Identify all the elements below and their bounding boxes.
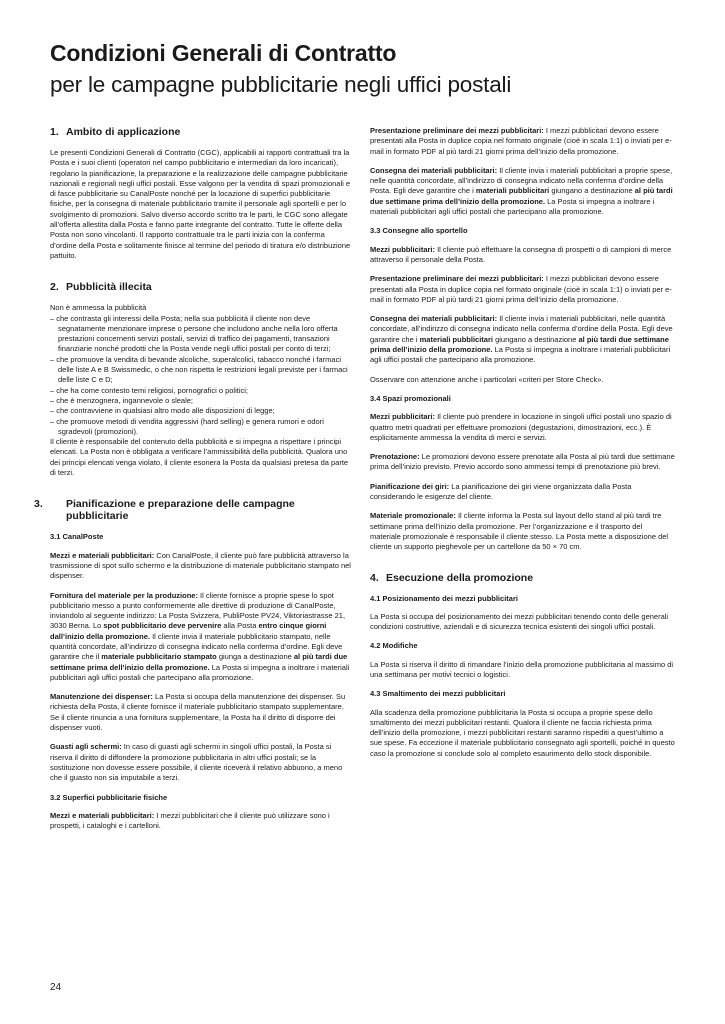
- paragraph-lead: Guasti agli schermi:: [50, 742, 122, 752]
- list-item: – che ha come contesto temi religiosi, pornografici o politici;: [50, 385, 249, 395]
- paragraph: [50, 742, 352, 783]
- page-number: 24: [50, 982, 62, 993]
- paragraph: [370, 166, 675, 217]
- paragraph-text: I mezzi pubblicitari devono essere presentati alla Posta in duplice copia nel formato originale (cioè in scala 1:1) o inviati per e-mail in formato PDF al più tardi 21 giorni prima dell’inizio della promozione.: [370, 126, 672, 156]
- paragraph-lead: Consegna dei materiali pubblicitari:: [370, 165, 498, 175]
- paragraph: Non è ammessa la pubblicità: [50, 303, 147, 313]
- paragraph: Alla scadenza della promozione pubblicitaria la Posta si occupa a proprie spese dello smaltimento dei mezzi pubblicitari restanti. Qualora il cliente ne faccia richiesta prima dell’inizio della promozione, i mezzi pubblicitari restanti saranno rispediti a quest’ultimo a sue spese. Fa eccezione il materiale pubblicitario consegnato agli sportelli, poiché in questo caso la promozione si conclude solo al completo esaurimento dello stock disponibile.: [370, 707, 675, 758]
- paragraph-lead: Mezzi e materiali pubblicitari:: [50, 810, 155, 820]
- paragraph: [50, 811, 352, 832]
- subsection-heading: 4.1 Posizionamento dei mezzi pubblicitari: [370, 593, 518, 603]
- paragraph-lead: Mezzi pubblicitari:: [370, 244, 436, 254]
- paragraph: [370, 314, 675, 365]
- paragraph-lead: Consegna dei materiali pubblicitari:: [370, 314, 498, 324]
- subsection-heading: 4.3 Smaltimento dei mezzi pubblicitari: [370, 689, 506, 699]
- prohibited-list: [50, 314, 352, 438]
- paragraph-text: Con CanalPoste, il cliente può fare pubblicità attraverso la trasmissione di spot sullo schermo e la distribuzione di materiale pubblicitario stampato nel dispenser.: [50, 550, 351, 581]
- paragraph-text: Il cliente può effettuare la consegna di prospetti o di campioni di merce attraverso il personale della Posta.: [370, 244, 672, 264]
- paragraph-text: La pianificazione dei giri viene organizzata dalla Posta considerando le esigenze del cliente.: [370, 481, 632, 502]
- paragraph: [370, 245, 675, 266]
- paragraph-text: La Posta si impegna a inoltrare i materiali pubblicitari agli uffici postali che partecipano alla promozione.: [50, 662, 350, 682]
- paragraph-text: Il cliente invia il materiale pubblicitario stampato, nelle quantità concordate, all’indirizzo di consegna indicato nella conferma d’ordine. Egli deve garantire che il: [50, 631, 343, 662]
- paragraph: [370, 126, 675, 157]
- section-heading-text: Pianificazione e preparazione delle campagne pubblicitarie: [66, 498, 295, 523]
- subsection-heading: 3.4 Spazi promozionali: [370, 393, 451, 403]
- paragraph: La Posta si riserva il diritto di rimandare l’inizio della promozione pubblicitaria al massimo di una settimana per motivi tecnici o logistici.: [370, 659, 674, 679]
- emphasis: spot pubblicitario deve pervenire: [103, 621, 222, 631]
- subsection-heading: 4.2 Modifiche: [370, 641, 418, 651]
- document-title: Condizioni Generali di Contratto: [50, 40, 397, 66]
- paragraph: [50, 551, 352, 582]
- section-1-heading: [50, 126, 352, 138]
- section-2: [50, 281, 352, 478]
- paragraph: Le presenti Condizioni Generali di Contratto (CGC), applicabili ai rapporti contrattuali tra la Posta e i suoi clienti (operatori nel campo pubblicitario e intermediari da loro incaricati), regolano la pianificazione, la preparazione e la realizzazione delle campagne pubblicitarie nazionali e regionali negli uffici postali. Esse valgono per la vendita di spazi promozionali e di fasce pubblicitarie su CanalPoste nonché per la locazione di superfici pubblicitarie fisiche, per la consegna di materiale pubblicitario tramite il personale agli sportelli e per lo svolgimento di promozioni. Salvo diverso accordo scritto tra le parti, le CGC sono allegate all’offerta allestita dalla Posta e fanno parte integrante del contratto. Tutte le offerte della Posta non sono vincolanti. Il rapporto contrattuale tra le parti inizia con la conferma d’ordine della Posta e solitamente finisce al termine del periodo di tiratura e/o distribuzione pattuito.: [50, 148, 351, 260]
- paragraph-text: Il cliente invia i materiali pubblicitari a proprie spese, nelle quantità concordate, all’indirizzo di consegna indicato nella conferma d’ordine della Posta. Egli deve garantire che i: [370, 165, 673, 196]
- paragraph-lead: Manutenzione dei dispenser:: [50, 692, 153, 702]
- emphasis: materiali pubblicitari: [475, 186, 550, 196]
- section-3: [34, 498, 352, 831]
- paragraph: [370, 482, 675, 503]
- document-subtitle: per le campagne pubblicitarie negli uffici postali: [50, 72, 512, 97]
- paragraph-lead: Mezzi pubblicitari:: [370, 412, 436, 422]
- right-column: [370, 126, 675, 779]
- paragraph-lead: Prenotazione:: [370, 452, 420, 462]
- section-heading-text: Pubblicità illecita: [66, 281, 152, 294]
- paragraph: Osservare con attenzione anche i particolari «criteri per Store Check».: [370, 374, 604, 384]
- paragraph: [50, 591, 352, 684]
- list-item: – che promuove metodi di vendita aggressivi (hard selling) e genera rumori e odori sgradevoli (promozioni).: [50, 416, 324, 436]
- paragraph: [370, 274, 675, 305]
- section-number: 3.: [34, 498, 43, 511]
- paragraph-text: giungano a destinazione: [549, 186, 635, 196]
- section-heading-text: Esecuzione della promozione: [386, 571, 534, 584]
- paragraph-lead: Presentazione preliminare dei mezzi pubblicitari:: [370, 126, 544, 135]
- paragraph-lead: Materiale promozionale:: [370, 511, 456, 521]
- paragraph-text: La Posta si impegna a inoltrare i materiali pubblicitari agli uffici postali che partecipano alla promozione.: [370, 345, 671, 365]
- paragraph: [370, 412, 675, 443]
- section-number: 2.: [50, 281, 59, 294]
- paragraph-text: I mezzi pubblicitari devono essere presentati alla Posta in duplice copia nel formato originale (cioè in scala 1:1) o inviati per e-mail in formato PDF al più tardi 21 giorni prima dell’inizio della promozione.: [370, 274, 672, 304]
- list-item: – che contrasta gli interessi della Posta; nella sua pubblicità il cliente non deve segnatamente menzionare imprese o persone che includono anche nella loro offerta prestazioni concernenti servizi postali, servizi di traffico dei pagamenti, transazioni finanziarie nonché prodotti che la Posta vende negli uffici postali per conto di terzi;: [50, 313, 338, 354]
- paragraph-text: Il cliente informa la Posta sul layout dello stand al più tardi tre settimane prima dell’inizio della promozione. Per l’organizzazione e il trasporto del materiale promozionale è responsabile il cliente stesso. La Posta mette a disposizione del cliente un supporto pieghevole per un cartellone da 50 × 70 cm.: [370, 511, 669, 552]
- emphasis: al più tardi due settimane prima dell’inizio della promozione.: [370, 334, 669, 355]
- paragraph-lead: Mezzi e materiali pubblicitari:: [50, 550, 155, 560]
- subsection-heading: 3.2 Superfici pubblicitarie fisiche: [50, 792, 168, 802]
- paragraph-text: giunga a destinazione: [216, 652, 294, 662]
- paragraph: [50, 692, 352, 733]
- paragraph: Il cliente è responsabile del contenuto della pubblicità e si impegna a rispettare i principi elencati. La Posta non è obbligata a verificare l’ammissibilità della pubblicità. Qualora uno dei principi elencati venga violato, il cliente esonera la Posta da qualsiasi pretesa da parte di terzi.: [50, 437, 349, 478]
- paragraph-lead: Presentazione preliminare dei mezzi pubblicitari:: [370, 274, 544, 284]
- section-number: 4.: [370, 571, 379, 584]
- paragraph-text: alla Posta: [221, 621, 259, 631]
- list-item: – che contravviene in qualsiasi altro modo alle disposizioni di legge;: [50, 406, 275, 416]
- paragraph: [370, 511, 675, 552]
- section-number: 1.: [50, 126, 59, 138]
- emphasis: materiali pubblicitari: [419, 334, 493, 344]
- section-3-heading: [34, 498, 352, 523]
- subsection-heading: 3.1 CanalPoste: [50, 532, 104, 542]
- section-4-heading: [370, 572, 675, 584]
- paragraph-text: La Posta si occupa della manutenzione dei dispenser. Su richiesta della Posta, il cliente fornisce il materiale pubblicitario stampato supplementare. Se il cliente rinuncia a una fornitura supplementare, la Posta ha il diritto di disporre dei dispenser vuoti.: [50, 692, 346, 733]
- emphasis: al più tardi due settimane prima dell’inizio della promozione.: [50, 652, 348, 672]
- paragraph-text: Le promozioni devono essere prenotate alla Posta al più tardi due settimane prima dell’inizio previsto. Previo accordo sono ammessi tempi di prenotazione più brevi.: [370, 452, 675, 472]
- paragraph: La Posta si occupa del posizionamento dei mezzi pubblicitari tenendo conto delle generali condizioni costruttive, aziendali e di sicurezza tecnica esistenti dei singoli uffici postali.: [370, 611, 669, 632]
- section-4: [370, 572, 675, 760]
- paragraph-text: giungano a destinazione: [492, 334, 579, 344]
- spacer: [370, 562, 675, 572]
- paragraph-text: Il cliente invia i materiali pubblicitari, nelle quantità concordate, all’indirizzo di consegna indicato nella conferma d’ordine della Posta. Egli deve garantire che i: [370, 314, 673, 344]
- section-heading-text: Ambito di applicazione: [66, 126, 181, 138]
- paragraph-text: La Posta si impegna a inoltrare i materiali pubblicitari agli uffici postali che partecipano alla promozione.: [370, 196, 655, 217]
- list-item: – che promuove la vendita di bevande alcoliche, superalcolici, tabacco nonché i farmaci delle liste A e B Swissmedic, o che non rispetta le restrizioni legali previste per i farmaci delle liste C e D;: [50, 354, 348, 385]
- emphasis: materiale pubblicitario stampato: [101, 652, 217, 662]
- paragraph-text: Il cliente fornisce a proprie spese lo spot pubblicitario messo a punto conformemente alle direttive di produzione di CanalPoste, inviandolo al seguente indirizzo: La Posta Svizzera, PubliPoste PV24, Viktoriastrasse 21, 3030 Berna. Lo: [50, 590, 346, 631]
- list-item: – che è menzognera, ingannevole o sleale;: [50, 395, 194, 405]
- emphasis: al più tardi due settimane prima dell’inizio della promozione.: [370, 186, 673, 206]
- emphasis: entro cinque giorni dall’inizio della promozione.: [50, 621, 327, 641]
- paragraph-text: I mezzi pubblicitari che il cliente può utilizzare sono i prospetti, i cataloghi e i cartelloni.: [50, 810, 330, 831]
- subsection-heading: 3.3 Consegne allo sportello: [370, 226, 468, 236]
- section-1: [50, 126, 352, 261]
- left-column: [34, 126, 352, 851]
- paragraph-text: Il cliente può prendere in locazione in singoli uffici postali uno spazio di quattro metri quadrati per effettuare promozioni (degustazioni, dimostrazioni, ecc.). È esplicitamente ammessa la vendita di merci e servizi.: [370, 412, 672, 442]
- paragraph-lead: Fornitura del materiale per la produzione:: [50, 590, 198, 600]
- section-2-heading: [50, 281, 352, 293]
- paragraph-lead: Pianificazione dei giri:: [370, 481, 450, 491]
- paragraph-text: In caso di guasti agli schermi in singoli uffici postali, la Posta si riserva il diritto di diffondere la promozione pubblicitaria in altri uffici postali; se la sostituzione non dovesse essere possibile, il cliente riceverà il relativo abbuono, a meno che il guasto non sia imputabile a terzi.: [50, 742, 343, 783]
- paragraph: [370, 452, 675, 473]
